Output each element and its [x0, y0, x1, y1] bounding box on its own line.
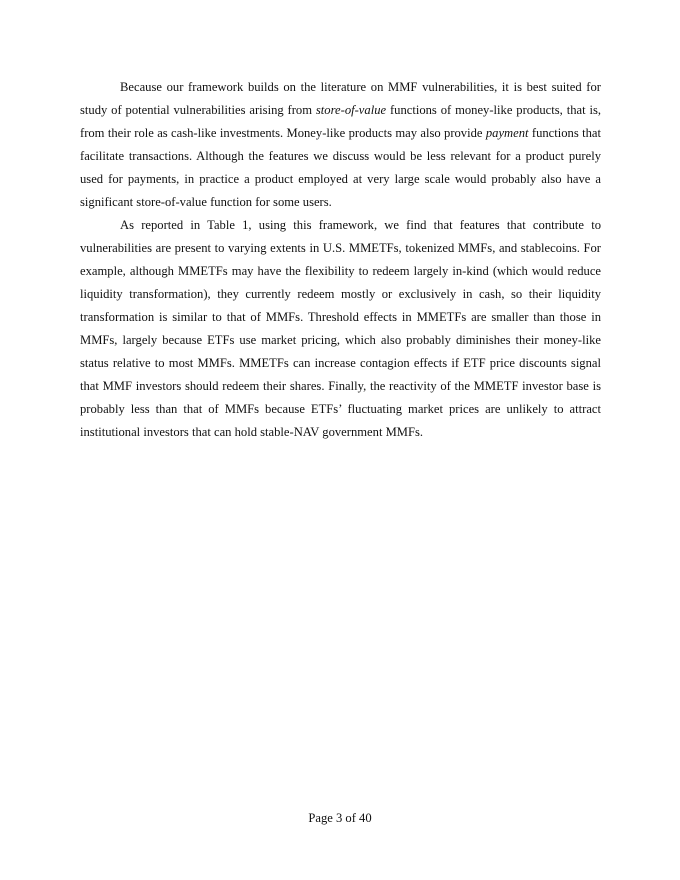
- store-of-value-emphasis: store-of-value: [315, 103, 387, 117]
- paragraph-1-text-a: Because our framework builds on the literature on MMF vulnerabilities, it is best suited for study of potential vulnerabilities arising from: [80, 80, 601, 117]
- paragraph-1-text-b: functions of money-like products, that is, from their role as cash-like investments. Money-like products may also provide: [80, 103, 602, 140]
- paragraph-table-1-findings: As reported in Table 1, using this framework, we find that features that contribute to vulnerabilities are present to varying extents in U.S. MMETFs, tokenized MMFs, and stablecoins. For example, although MMETFs may have the flexibility to redeem largely in-kind (which would reduce liquidity transformation), they currently redeem mostly or exclusively in cash, so their liquidity transformation is similar to that of MMFs. Threshold effects in MMETFs are smaller than those in MMFs, largely because ETFs use market pricing, which also probably diminishes their money-like status relative to most MMFs. MMETFs can increase contagion effects if ETF price discounts signal that MMF investors should redeem their shares. Finally, the reactivity of the MMETF investor base is probably less than that of MMFs because ETFs’ fluctuating market prices are unlikely to attract institutional investors that can hold stable-NAV government MMFs.: [80, 218, 601, 439]
- page-number: Page 3 of 40: [308, 811, 372, 825]
- paragraph-store-of-value: [80, 76, 601, 214]
- paragraph-1-text-c: functions that facilitate transactions. Although the features we discuss would be less relevant for a product purely used for payments, in practice a product employed at very large scale would probably also have a significant store-of-value function for some users.: [80, 126, 601, 209]
- payment-emphasis: payment: [485, 126, 529, 140]
- document-body: [80, 76, 601, 444]
